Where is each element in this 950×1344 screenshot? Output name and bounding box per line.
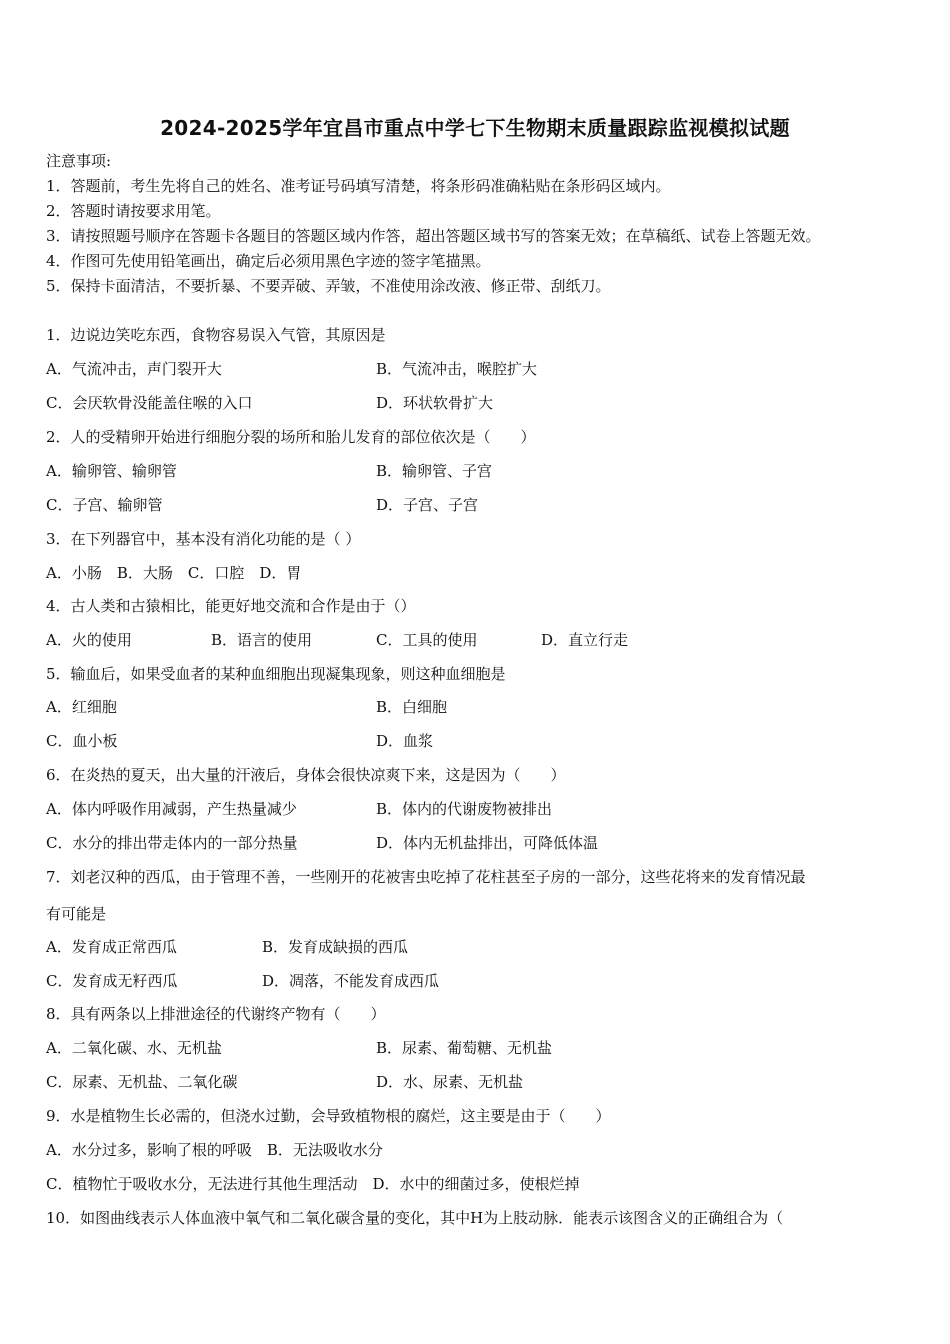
notice-item: 4．作图可先使用铅笔画出，确定后必须用黑色字迹的签字笔描黑。 bbox=[46, 252, 491, 270]
question-stem: 6．在炎热的夏天，出大量的汗液后，身体会很快凉爽下来，这是因为（ ） bbox=[46, 766, 566, 784]
option: B．发育成缺损的西瓜 bbox=[262, 938, 409, 956]
option-line: A．小肠 B．大肠 C．口腔 D．胃 bbox=[46, 564, 302, 582]
option: D．血浆 bbox=[376, 732, 434, 750]
option: B．语言的使用 bbox=[211, 631, 313, 649]
option: C．发育成无籽西瓜 bbox=[46, 972, 178, 990]
notice-heading: 注意事项: bbox=[46, 152, 112, 170]
option: D．水、尿素、无机盐 bbox=[376, 1073, 524, 1091]
notice-item: 5．保持卡面清洁，不要折暴、不要弄破、弄皱，不准使用涂改液、修正带、刮纸刀。 bbox=[46, 277, 611, 295]
option: D．体内无机盐排出，可降低体温 bbox=[376, 834, 599, 852]
option: C．会厌软骨没能盖住喉的入口 bbox=[46, 394, 253, 412]
question-stem: 4．古人类和古猿相比，能更好地交流和合作是由于（） bbox=[46, 597, 416, 615]
notice-item: 1．答题前，考生先将自己的姓名、准考证号码填写清楚，将条形码准确粘贴在条形码区域内。 bbox=[46, 177, 671, 195]
option: B．体内的代谢废物被排出 bbox=[376, 800, 553, 818]
option: A．红细胞 bbox=[46, 698, 117, 716]
option: A．气流冲击，声门裂开大 bbox=[46, 360, 222, 378]
option: C．尿素、无机盐、二氧化碳 bbox=[46, 1073, 238, 1091]
option: D．环状软骨扩大 bbox=[376, 394, 494, 412]
question-stem: 10．如图曲线表示人体血液中氧气和二氧化碳含量的变化，其中H为上肢动脉．能表示该图含义的正确组合为（ bbox=[46, 1209, 784, 1227]
option: A．火的使用 bbox=[46, 631, 132, 649]
question-stem: 3．在下列器官中，基本没有消化功能的是（ ） bbox=[46, 530, 361, 548]
option: C．子宫、输卵管 bbox=[46, 496, 163, 514]
option: A．体内呼吸作用减弱，产生热量减少 bbox=[46, 800, 297, 818]
option: C．水分的排出带走体内的一部分热量 bbox=[46, 834, 298, 852]
question-stem: 8．具有两条以上排泄途径的代谢终产物有（ ） bbox=[46, 1005, 386, 1023]
question-stem: 5．输血后，如果受血者的某种血细胞出现凝集现象，则这种血细胞是 bbox=[46, 665, 506, 683]
question-stem: 9．水是植物生长必需的，但浇水过勤，会导致植物根的腐烂，这主要是由于（ ） bbox=[46, 1107, 611, 1125]
option: B．气流冲击，喉腔扩大 bbox=[376, 360, 538, 378]
question-stem: 7．刘老汉种的西瓜，由于管理不善，一些刚开的花被害虫吃掉了花柱甚至子房的一部分，这些花将来的发育情况最 bbox=[46, 868, 806, 886]
notice-item: 3．请按照题号顺序在答题卡各题目的答题区域内作答，超出答题区域书写的答案无效；在草稿纸、试卷上答题无效。 bbox=[46, 227, 821, 245]
question-stem: 2．人的受精卵开始进行细胞分裂的场所和胎儿发育的部位依次是（ ） bbox=[46, 428, 536, 446]
option: B．白细胞 bbox=[376, 698, 448, 716]
option: B．输卵管、子宫 bbox=[376, 462, 493, 480]
question-stem: 1．边说边笑吃东西，食物容易误入气管，其原因是 bbox=[46, 326, 386, 344]
question-stem-continued: 有可能是 bbox=[46, 905, 107, 923]
option: C．工具的使用 bbox=[376, 631, 478, 649]
option: A．发育成正常西瓜 bbox=[46, 938, 177, 956]
option: D．子宫、子宫 bbox=[376, 496, 479, 514]
option: B．尿素、葡萄糖、无机盐 bbox=[376, 1039, 553, 1057]
option: A．二氧化碳、水、无机盐 bbox=[46, 1039, 222, 1057]
option: C．血小板 bbox=[46, 732, 118, 750]
notice-item: 2．答题时请按要求用笔。 bbox=[46, 202, 221, 220]
option: A．输卵管、输卵管 bbox=[46, 462, 177, 480]
page-title: 2024-2025学年宜昌市重点中学七下生物期末质量跟踪监视模拟试题 bbox=[160, 116, 790, 140]
option: D．直立行走 bbox=[541, 631, 629, 649]
option: D．凋落，不能发育成西瓜 bbox=[262, 972, 440, 990]
option-line: A．水分过多，影响了根的呼吸 B．无法吸收水分 bbox=[46, 1141, 383, 1159]
option-line: C．植物忙于吸收水分，无法进行其他生理活动 D．水中的细菌过多，使根烂掉 bbox=[46, 1175, 580, 1193]
